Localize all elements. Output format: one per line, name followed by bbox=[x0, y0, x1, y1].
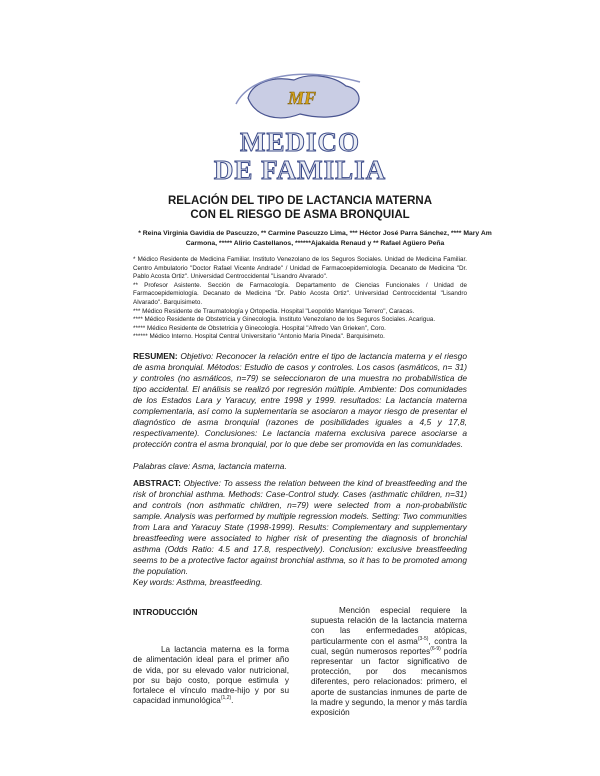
authors bbox=[135, 229, 495, 248]
article-title bbox=[0, 194, 600, 222]
column-right bbox=[311, 606, 467, 718]
intro-right-b: , contra la cual, según numerosos reportes bbox=[311, 636, 467, 656]
affiliation: ** Profesor Asistente. Sección de Farmacología. Departamento de Ciencias Funcionales / Unidad de Farmacoepidemiología. Decanato de Medicina "Dr. Pablo Acosta Ortiz". Universidad Centroccidental "Lisandro Alvarado". Barquisimeto. bbox=[133, 281, 467, 306]
affiliations bbox=[133, 256, 467, 342]
abstract-text: Objective: To assess the relation between the kind of breastfeeding and the risk of bronchial asthma. Methods: Case-Control study. Cases (asthmatic children, n=31) and controls (non asthmatic children, n=79) were selected from a non-probabilistic sample. Analysis was performed by multiple regression models. Setting: Two communities from Lara and Yaracuy State (1998-1999). Results: Complementary and supplementary breastfeeding were associated to higher risk of presenting the diagnosis of bronchial asthma (Odds Ratio: 4.5 and 17.8, respectively). Conclusion: exclusive breastfeeding seems to be a protective factor against bronchial asthma, so it has to be promoted among the population. bbox=[133, 478, 468, 576]
intro-paragraph-right bbox=[311, 606, 467, 718]
affiliation: * Médico Residente de Medicina Familiar. Instituto Venezolano de los Seguros Sociales. Unidad de Medicina Familiar. Centro Ambulatorio "Doctor Rafael Vicente Andrade" / Unidad de Farmacoepidemiología. Decanato de Medicina "Dr. Pablo Acosta Ortiz". Universidad Centroccidental "Lisandro Alvarado". bbox=[133, 256, 467, 281]
section-heading: INTRODUCCIÓN bbox=[133, 607, 198, 617]
title-line-1: RELACIÓN DEL TIPO DE LACTANCIA MATERNA bbox=[167, 195, 433, 207]
medico-de-familia-logo bbox=[230, 68, 370, 126]
intro-paragraph-left bbox=[133, 645, 289, 706]
citation: (6-9) bbox=[430, 645, 441, 652]
intro-right-a: Mención especial requiere la supuesta relación de la lactancia materna con las enfermedades atópicas, particularmente con el asma bbox=[311, 606, 467, 646]
authors-line-2: Carmona, ***** Alirio Castellanos, ******Ajakaida Renaud y ** Rafael Agüero Peña bbox=[185, 239, 445, 247]
authors-line-1: * Reina Virginia Gavidia de Pascuzzo, ** Carmine Pascuzzo Lima, *** Héctor José Parra Sánchez, **** Mary Am bbox=[138, 230, 492, 237]
logo-initials: MF bbox=[288, 88, 317, 108]
palabras-clave: Palabras clave: Asma, lactancia materna. bbox=[133, 461, 287, 471]
title-line-2: CON EL RIESGO DE ASMA BRONQUIAL bbox=[190, 209, 410, 221]
citation: (3-5) bbox=[417, 635, 429, 642]
affiliation: *** Médico Residente de Traumatología y Ortopedia. Hospital "Leopoldo Manrique Terrero", Caracas. bbox=[133, 307, 415, 315]
abstract-label: ABSTRACT: bbox=[133, 478, 181, 488]
affiliation: ****** Médico Interno. Hospital Central Universitario "Antonio María Pineda". Barquisimeto. bbox=[133, 333, 385, 341]
affiliation: ***** Médico Residente de Obstetricia y Ginecología. Hospital "Alfredo Van Grieken", Coro. bbox=[133, 324, 386, 332]
intro-right-c: podría representar un factor significativo de protección, por dos mecanismos diferentes, pero relacionados: primero, el aporte de sustancias inmunes de parte de la madre y segundo, la menor y más tardía exposición bbox=[311, 646, 467, 718]
affiliation: **** Médico Residente de Obstetricia y Ginecología. Instituto Venezolano de los Seguros Sociales. Acarigua. bbox=[133, 316, 436, 324]
key-words: Key words: Asthma, breastfeeding. bbox=[133, 577, 263, 587]
resumen-text: Objetivo: Reconocer la relación entre el tipo de lactancia materna y el riesgo de asma bronquial. Métodos: Estudio de casos y controles. Los casos (asmáticos, n= 31) y controles (no asmáticos, n=79) se seleccionaron de una muestra no probabilística de tipo accidental. El análisis se realizó por regresión múltiple. Ambiente: Dos comunidades de los Estados Lara y Yaracuy, entre 1998 y 1999. resultados: La lactancia materna complementaria, así como la suplementaria se asociaron a mayor riesgo de presentar el diagnóstico de asma bronquial (razones de posibilidades iguales a 4,5 y 17,8, respectivamente). Conclusiones: Le lactancia materna exclusiva parece asociarse a protección contra el asma bronquial, por lo que debe ser promovida en las comunidades. bbox=[133, 351, 468, 449]
resumen-label: RESUMEN: bbox=[133, 351, 178, 361]
brand-line-2: DE FAMILIA bbox=[213, 155, 387, 185]
column-left bbox=[133, 607, 289, 706]
intro-left-text: La lactancia materna es la forma de alimentación ideal para el primer año de vida, por su elevado valor nutricional, por su bajo costo, porque estimula y fortalece el vínculo madre-hijo y por su capacidad inmunológica bbox=[133, 645, 289, 706]
intro-left-end: . bbox=[231, 696, 234, 706]
brand-line-1: MEDICO bbox=[240, 127, 360, 157]
resumen bbox=[133, 351, 467, 450]
abstract bbox=[133, 478, 467, 577]
citation: (1,2) bbox=[220, 695, 232, 702]
